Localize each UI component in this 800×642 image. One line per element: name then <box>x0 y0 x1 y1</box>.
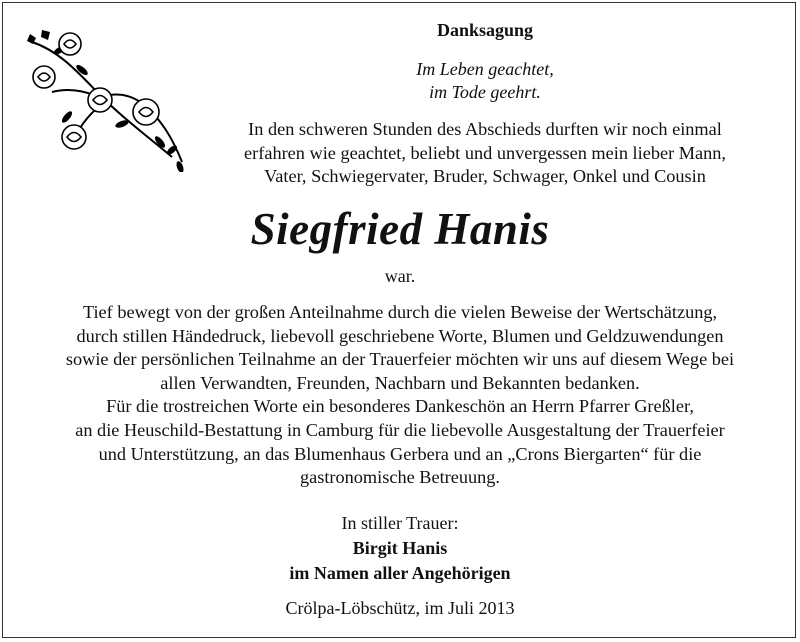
body-line: durch stillen Händedruck, liebevoll geschriebene Worte, Blumen und Geldzuwendungen <box>76 325 724 346</box>
body-line: Für die trostreichen Worte ein besonderes Dankeschön an Herrn Pfarrer Greßler, <box>106 396 694 417</box>
intro-line: erfahren wie geachtet, beliebt und unvergessen mein lieber Mann, <box>244 142 726 163</box>
motto-line: im Tode geehrt. <box>429 82 541 102</box>
heading: Danksagung <box>436 20 534 40</box>
body-line: Tief bewegt von der großen Anteilnahme durch die vielen Beweise der Wertschätzung, <box>82 302 718 322</box>
intro-line: Vater, Schwiegervater, Bruder, Schwager, Onkel und Cousin <box>264 166 706 186</box>
intro-text <box>185 118 785 189</box>
body-line: sowie der persönlichen Teilnahme an der Trauerfeier möchten wir uns auf diesem Wege bei <box>65 349 735 370</box>
body-line: allen Verwandten, Freunden, Nachbarn und Bekannten bedanken. <box>160 372 640 393</box>
was-text: war. <box>384 266 416 286</box>
roses-icon <box>22 22 192 172</box>
signature-family: im Namen aller Angehörigen <box>289 563 511 583</box>
intro-line: In den schweren Stunden des Abschieds durften wir noch einmal <box>248 119 722 139</box>
deceased-name: Siegfried Hanis <box>250 204 550 254</box>
signature-name: Birgit Hanis <box>352 538 448 558</box>
motto <box>185 58 785 104</box>
body-line: gastronomische Betreuung. <box>299 467 501 488</box>
body-line: an die Heuschild-Bestattung in Camburg für die liebevolle Ausgestaltung der Trauerfeier <box>75 419 725 440</box>
motto-line: Im Leben geachtet, <box>416 59 554 79</box>
body-text <box>20 301 780 490</box>
signature-intro: In stiller Trauer: <box>341 513 459 533</box>
body-line: und Unterstützung, an das Blumenhaus Gerbera und an „Crons Biergarten“ für die <box>98 443 702 464</box>
place-date: Crölpa-Löbschütz, im Juli 2013 <box>285 598 515 618</box>
